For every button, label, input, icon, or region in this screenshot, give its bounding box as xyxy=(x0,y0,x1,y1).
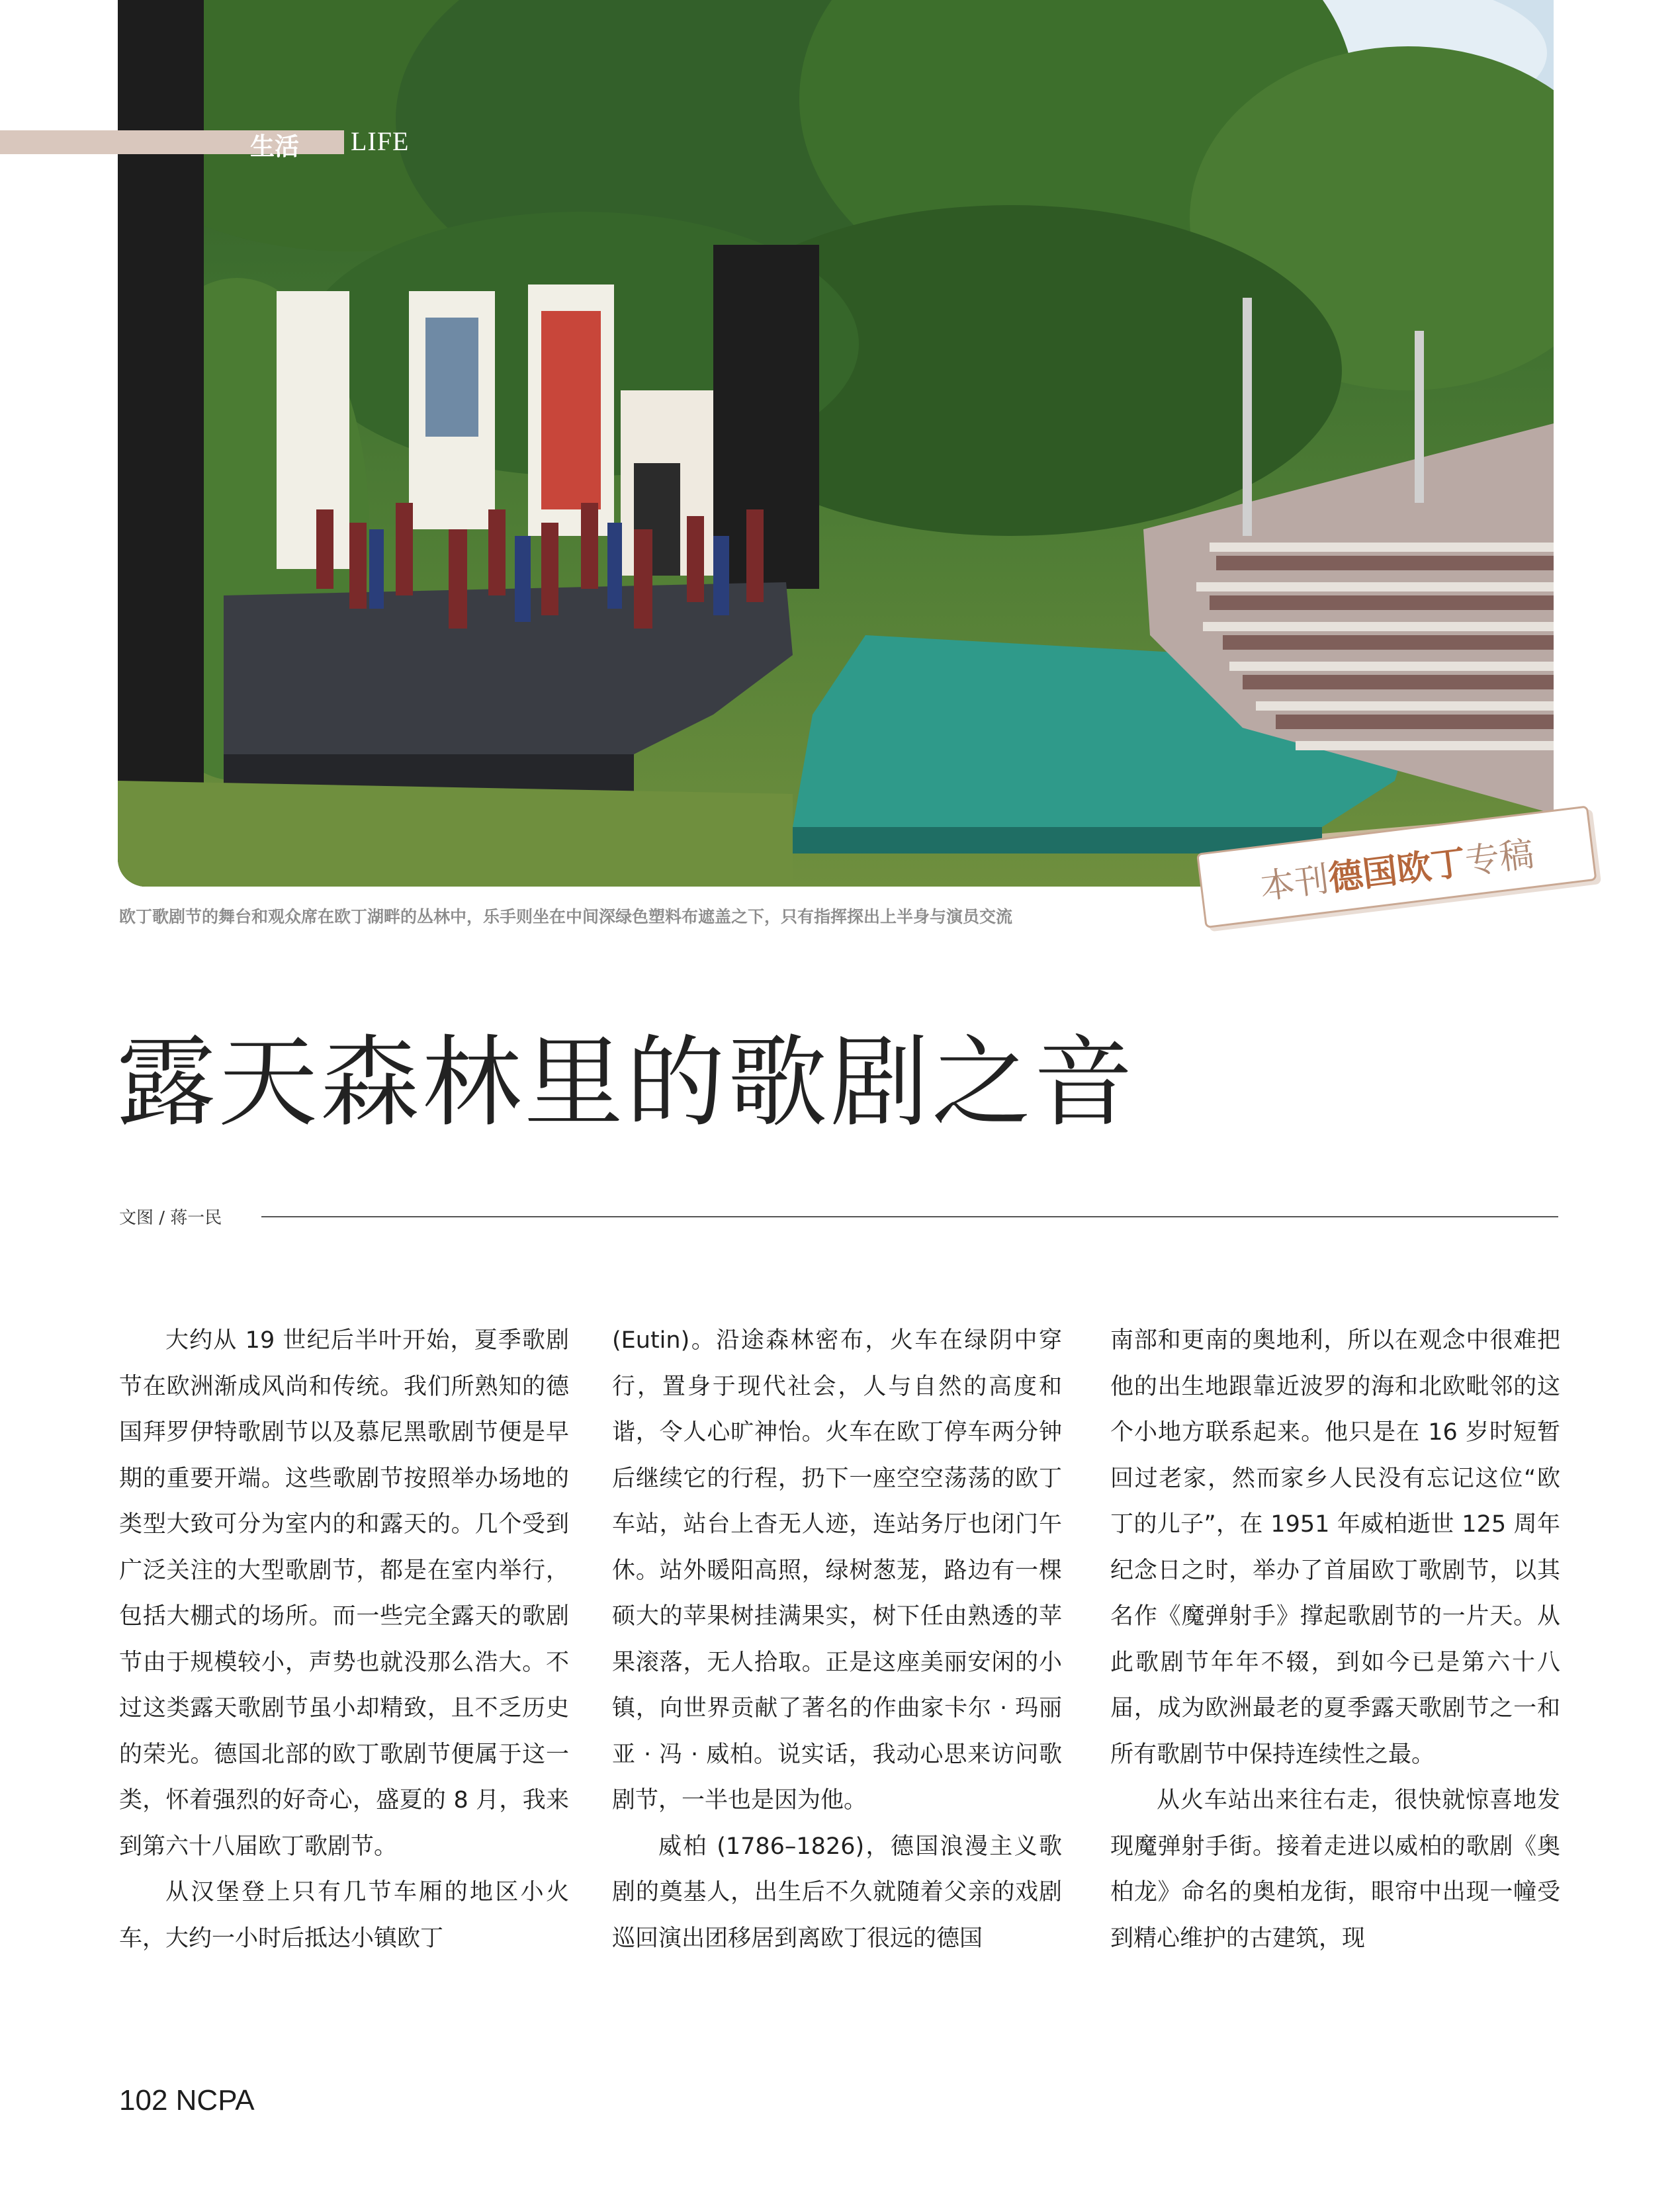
stamp-suffix: 专稿 xyxy=(1462,834,1536,882)
page-folio xyxy=(119,2084,255,2117)
paragraph: 大约从 19 世纪后半叶开始，夏季歌剧节在欧洲渐成风尚和传统。我们所熟知的德国拜罗伊特歌剧节以及慕尼黑歌剧节便是早期的重要开端。这些歌剧节按照举办场地的类型大致可分为室内的和露天的。几个受到广泛关注的大型歌剧节，都是在室内举行，包括大棚式的场所。而一些完全露天的歌剧节由于规模较小，声势也就没那么浩大。不过这类露天歌剧节虽小却精致，且不乏历史的荣光。德国北部的欧丁歌剧节便属于这一类，怀着强烈的好奇心，盛夏的 8 月，我来到第六十八届欧丁歌剧节。 xyxy=(119,1327,569,1860)
article-title: 露天森林里的歌剧之音 xyxy=(116,1026,1136,1141)
body-column-3 xyxy=(1110,1318,1560,1962)
section-label-en: LIFE xyxy=(351,126,410,156)
paragraph: 南部和更南的奥地利，所以在观念中很难把他的出生地跟靠近波罗的海和北欧毗邻的这个小地方联系起来。他只是在 16 岁时短暂回过老家，然而家乡人民没有忘记这位“欧丁的儿子”，在 1951 年威柏逝世 125 周年纪念日之时，举办了首届欧丁歌剧节，以其名作《魔弹射手》撑起歌剧节的一片天。从此歌剧节年年不辍，到如今已是第六十八届，成为欧洲最老的夏季露天歌剧节之一和所有歌剧节中保持连续性之最。 xyxy=(1110,1327,1560,1768)
paragraph: 从汉堡登上只有几节车厢的地区小火车，大约一小时后抵达小镇欧丁 xyxy=(119,1879,569,1952)
magazine-name: NCPA xyxy=(175,2084,255,2117)
byline-rule xyxy=(261,1216,1558,1217)
page-number: 102 xyxy=(119,2084,168,2117)
stamp-emphasis: 德国欧丁 xyxy=(1326,842,1468,899)
byline: 文图 / 蒋一民 xyxy=(119,1208,222,1228)
body-column-1 xyxy=(119,1318,569,1962)
paragraph: 威柏 (1786–1826)，德国浪漫主义歌剧的奠基人，出生后不久就随着父亲的戏剧巡回演出团移居到离欧丁很远的德国 xyxy=(612,1833,1062,1952)
body-column-2 xyxy=(612,1318,1062,1962)
photo-caption: 欧丁歌剧节的舞台和观众席在欧丁湖畔的丛林中，乐手则坐在中间深绿色塑料布遮盖之下，只有指挥探出上半身与演员交流 xyxy=(119,907,1013,926)
paragraph: 从火车站出来往右走，很快就惊喜地发现魔弹射手街。接着走进以威柏的歌剧《奥柏龙》命名的奥柏龙街，眼帘中出现一幢受到精心维护的古建筑，现 xyxy=(1110,1787,1560,1952)
stamp-prefix: 本刊 xyxy=(1258,859,1331,907)
paragraph: (Eutin)。沿途森林密布，火车在绿阴中穿行，置身于现代社会，人与自然的高度和谐，令人心旷神怡。火车在欧丁停车两分钟后继续它的行程，扔下一座空空荡荡的欧丁车站，站台上杳无人迹，连站务厅也闭门午休。站外暖阳高照，绿树葱茏，路边有一棵硕大的苹果树挂满果实，树下任由熟透的苹果滚落，无人拾取。正是这座美丽安闲的小镇，向世界贡献了著名的作曲家卡尔 · 玛丽亚 · 冯 · 威柏。说实话，我动心思来访问歌剧节，一半也是因为他。 xyxy=(612,1327,1062,1814)
section-label-cn: 生活 xyxy=(250,132,299,161)
